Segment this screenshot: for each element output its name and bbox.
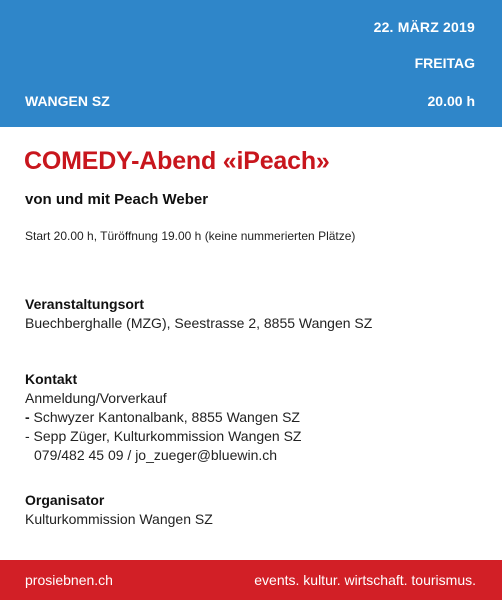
contact-person: - Sepp Züger, Kulturkommission Wangen SZ	[25, 428, 302, 444]
contact-presale-label: Anmeldung/Vorverkauf	[25, 390, 167, 406]
event-start-info: Start 20.00 h, Türöffnung 19.00 h (keine nummerierten Plätze)	[25, 229, 356, 243]
organizer-section	[25, 491, 213, 529]
contact-section	[25, 370, 302, 465]
contact-bank-dash: -	[25, 409, 30, 425]
venue-section	[25, 295, 372, 333]
footer-tagline: events. kultur. wirtschaft. tourismus.	[254, 572, 476, 588]
header-banner	[0, 0, 502, 127]
event-date: 22. MÄRZ 2019	[373, 19, 475, 35]
event-title: COMEDY-Abend «iPeach»	[24, 147, 330, 175]
event-time: 20.00 h	[427, 93, 475, 109]
contact-bank	[25, 408, 302, 427]
contact-heading: Kontakt	[25, 371, 78, 387]
contact-bank-text: Schwyzer Kantonalbank, 8855 Wangen SZ	[29, 409, 300, 425]
event-place: WANGEN SZ	[25, 93, 110, 109]
organizer-heading: Organisator	[25, 492, 105, 508]
footer-banner	[0, 560, 502, 600]
venue-address: Buechberghalle (MZG), Seestrasse 2, 8855 Wangen SZ	[25, 315, 373, 331]
venue-heading: Veranstaltungsort	[25, 296, 145, 312]
organizer-name: Kulturkommission Wangen SZ	[25, 511, 213, 527]
footer-site-link[interactable]: prosiebnen.ch	[25, 572, 113, 588]
event-subtitle: von und mit Peach Weber	[25, 191, 209, 208]
event-weekday: FREITAG	[414, 55, 475, 71]
contact-phone-email[interactable]: 079/482 45 09 / jo_zueger@bluewin.ch	[34, 447, 278, 463]
